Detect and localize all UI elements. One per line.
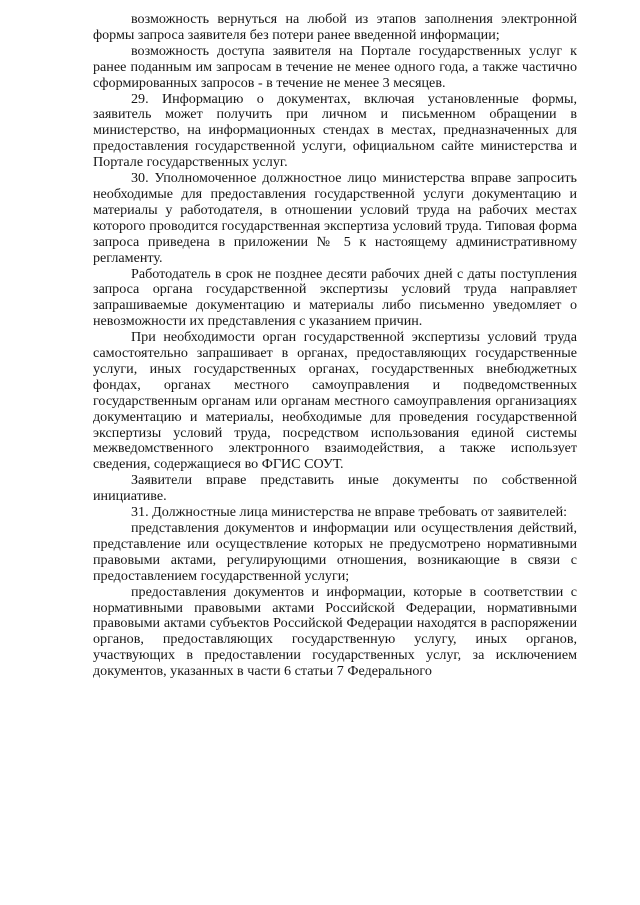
paragraph-own-initiative: Заявители вправе представить иные документы по собственной инициативе. xyxy=(93,472,577,505)
paragraph-31: 31. Должностные лица министерства не вправе требовать от заявителей: xyxy=(131,504,568,521)
paragraph-unrequired-documents: представления документов и информации или осуществления действий, представление или осуществление которых не предусмотрено нормативными правовыми актами, регулирующими отношения, возникающие в связи с предоставлением государственной услуги; xyxy=(93,520,577,584)
paragraph-documents-in-possession: предоставления документов и информации, которые в соответствии с нормативными правовыми актами Российской Федерации, нормативными правовыми актами субъектов Российской Федерации находятся в распоряжении органов, предоставляющих государственную услугу, иных органов, участвующих в предоставлении государственных услуг, за исключением документов, указанных в части 6 статьи 7 Федерального xyxy=(93,583,577,680)
paragraph-30: 30. Уполномоченное должностное лицо министерства вправе запросить необходимые для предоставления государственной услуги документацию и материалы у работодателя, в отношении условий труда на рабочих местах которого проводится государственная экспертиза условий труда. Типовая форма запроса приведена в приложении № 5 к настоящему административному регламенту. xyxy=(93,170,577,266)
paragraph-portal-access: возможность доступа заявителя на Портале государственных услуг к ранее поданным им запросам в течение не менее одного года, а также частично сформированных запросов - в течение не менее 3 месяцев. xyxy=(93,42,577,91)
document-page xyxy=(93,12,577,680)
paragraph-29: 29. Информацию о документах, включая установленные формы, заявитель может получить при личном и письменном обращении в министерство, на информационных стендах в местах, предназначенных для предоставления государственной услуги, официальном сайте министерства и Портале государственных услуг. xyxy=(93,90,577,171)
paragraph-employer-deadline: Работодатель в срок не позднее десяти рабочих дней с даты поступления запроса органа государственной экспертизы условий труда направляет запрашиваемые документацию и материалы либо письменно уведомляет о невозможности их представления с указанием причин. xyxy=(93,265,577,330)
paragraph-interagency-request: При необходимости орган государственной экспертизы условий труда самостоятельно запрашивает в органах, предоставляющих государственные услуги, иных государственных органах, государственных внебюджетных фондах, органах местного самоуправления и подведомственных государственным органам или органам местного самоуправления организациях документацию и материалы, необходимые для проведения государственной экспертизы условий труда, посредством использования единой системы межведомственного электронного взаимодействия, а также использует сведения, содержащиеся во ФГИС СОУТ. xyxy=(93,329,577,473)
paragraph-edit-return: возможность вернуться на любой из этапов заполнения электронной формы запроса заявителя без потери ранее введенной информации; xyxy=(93,11,577,43)
